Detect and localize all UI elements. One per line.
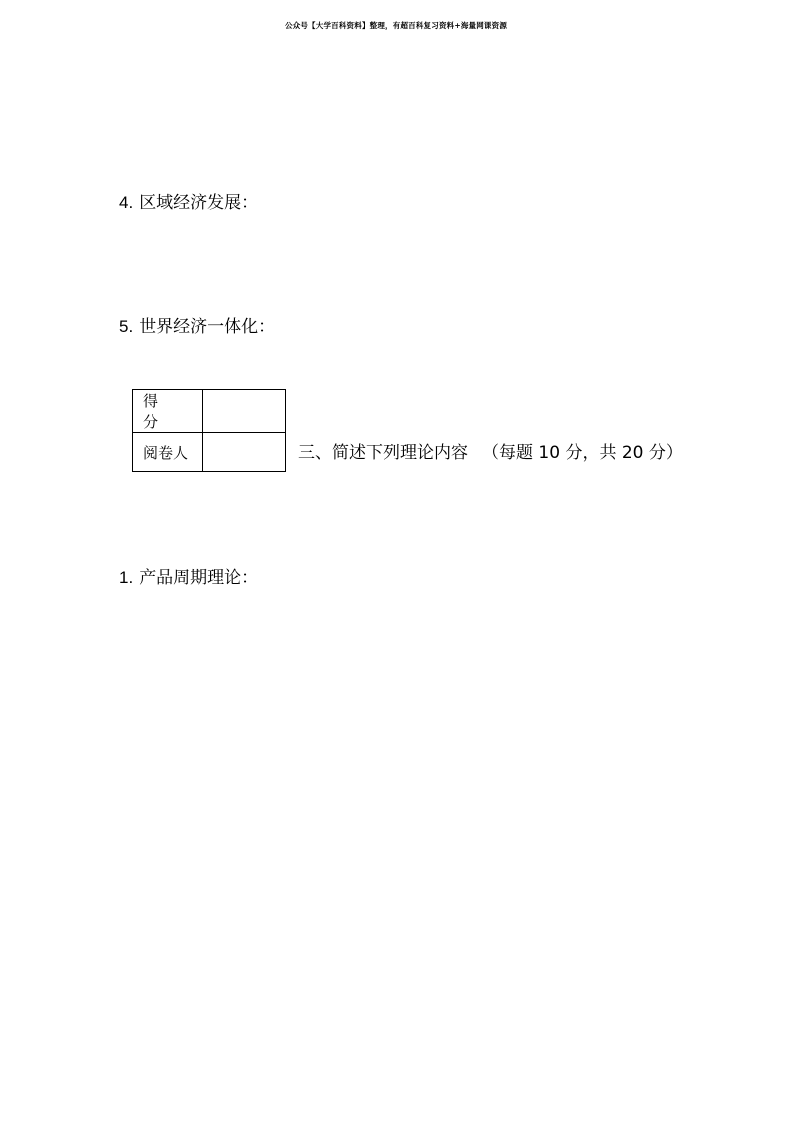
question-number: 1.: [119, 568, 134, 587]
grader-row: [133, 433, 286, 472]
question-1: [119, 567, 258, 589]
grader-value-cell: [203, 433, 286, 472]
question-number: 5.: [119, 317, 134, 336]
page-header-note: 公众号【大学百科资料】整理，有超百科复习资料+海量网课资源: [284, 21, 508, 30]
question-label: 世界经济一体化：: [139, 317, 276, 337]
section-title: 三、简述下列理论内容: [298, 443, 468, 463]
grader-label-cell: [133, 433, 203, 472]
score-value-cell: [203, 390, 286, 433]
question-number: 4.: [119, 193, 134, 212]
section-score-note: （每题 10 分，共 20 分）: [482, 443, 683, 463]
score-label-cell: [133, 390, 203, 433]
score-label: 得 分: [143, 392, 173, 431]
question-5: [119, 316, 275, 338]
score-row: [133, 390, 286, 433]
grader-label: 阅卷人: [143, 443, 189, 462]
question-label: 产品周期理论：: [139, 568, 259, 588]
question-label: 区域经济发展：: [139, 193, 259, 213]
section-heading: [298, 442, 683, 464]
score-box: [132, 389, 286, 472]
question-4: [119, 192, 258, 214]
